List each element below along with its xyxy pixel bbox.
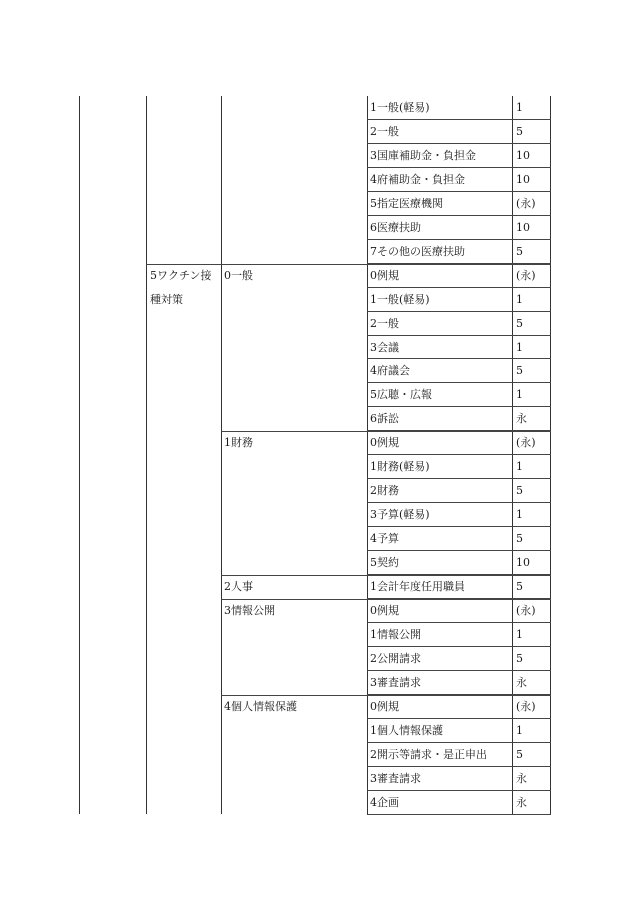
group-divider (221, 575, 551, 576)
row-rule (367, 191, 551, 192)
retention-period: 永 (516, 412, 527, 426)
row-rule (367, 766, 551, 767)
group-divider (221, 599, 551, 600)
item-name: 2財務 (370, 484, 399, 498)
row-rule (367, 454, 551, 455)
row-rule (367, 382, 551, 383)
retention-period: (永) (516, 268, 536, 282)
row-rule (367, 215, 551, 216)
row-rule (367, 406, 551, 407)
row-rule (367, 622, 551, 623)
item-name: 1一般(軽易) (370, 292, 430, 306)
item-name: 1個人情報保護 (370, 723, 443, 737)
item-name: 6医療扶助 (370, 220, 421, 234)
retention-period: 1 (516, 627, 523, 641)
item-name: 1会計年度任用職員 (370, 580, 465, 593)
row-rule (367, 119, 551, 120)
row-rule (367, 646, 551, 647)
retention-period: (永) (516, 436, 536, 450)
row-rule (367, 742, 551, 743)
item-name: 5契約 (370, 556, 399, 570)
row-rule (367, 358, 551, 359)
item-name: 1一般(軽易) (370, 101, 430, 114)
item-name: 6訴訟 (370, 412, 399, 426)
item-name: 3審査請求 (370, 675, 421, 689)
retention-period: 1 (516, 388, 523, 402)
retention-period: 10 (516, 556, 530, 570)
item-name: 1財務(軽易) (370, 460, 430, 474)
retention-period: 5 (516, 364, 523, 378)
item-name: 4府議会 (370, 364, 410, 378)
group-label: 1財務 (224, 436, 253, 450)
retention-period: 10 (516, 220, 530, 234)
column-rule (146, 96, 147, 814)
retention-period: 5 (516, 580, 523, 593)
item-name: 3予算(軽易) (370, 508, 430, 522)
group-divider (221, 695, 551, 696)
retention-period: 1 (516, 101, 523, 114)
retention-period: 永 (516, 795, 527, 809)
section-title: 種対策 (150, 292, 183, 306)
group-label: 0一般 (224, 268, 253, 282)
row-rule (367, 143, 551, 144)
group-label: 4個人情報保護 (224, 699, 297, 713)
row-rule (367, 478, 551, 479)
item-name: 4府補助金・負担金 (370, 172, 465, 186)
item-name: 3国庫補助金・負担金 (370, 148, 476, 162)
row-rule (367, 718, 551, 719)
row-rule (367, 814, 551, 815)
section-title: 5ワクチン接 (150, 268, 212, 282)
column-rule (221, 96, 222, 814)
item-name: 3審査請求 (370, 771, 421, 785)
column-rule (79, 96, 80, 814)
retention-period: 10 (516, 148, 530, 162)
row-rule (367, 550, 551, 551)
retention-period: 5 (516, 316, 523, 330)
retention-period: (永) (516, 196, 536, 210)
retention-period: (永) (516, 699, 536, 713)
row-rule (367, 311, 551, 312)
retention-period: 1 (516, 723, 523, 737)
retention-period: (永) (516, 603, 536, 617)
row-rule (367, 287, 551, 288)
retention-period: 1 (516, 460, 523, 474)
retention-period: 5 (516, 651, 523, 665)
item-name: 0例規 (370, 268, 399, 282)
item-name: 4予算 (370, 532, 399, 546)
item-name: 7その他の医療扶助 (370, 244, 465, 258)
row-rule (367, 790, 551, 791)
group-label: 2人事 (224, 580, 253, 593)
retention-period: 永 (516, 771, 527, 785)
retention-period: 5 (516, 747, 523, 761)
row-rule (367, 239, 551, 240)
retention-period: 5 (516, 124, 523, 138)
retention-period: 1 (516, 292, 523, 306)
item-name: 1情報公開 (370, 627, 421, 641)
row-rule (367, 335, 551, 336)
item-name: 2一般 (370, 124, 399, 138)
item-name: 2一般 (370, 316, 399, 330)
section-divider (146, 264, 551, 265)
retention-period: 永 (516, 675, 527, 689)
retention-period: 10 (516, 172, 530, 186)
item-name: 2公開請求 (370, 651, 421, 665)
row-rule (367, 502, 551, 503)
group-divider (221, 431, 551, 432)
item-name: 0例規 (370, 603, 399, 617)
item-name: 3会議 (370, 340, 399, 354)
retention-period: 1 (516, 508, 523, 522)
row-rule (367, 670, 551, 671)
group-label: 3情報公開 (224, 603, 275, 617)
item-name: 2開示等請求・是正申出 (370, 747, 487, 761)
row-rule (367, 167, 551, 168)
item-name: 5指定医療機関 (370, 196, 443, 210)
item-name: 0例規 (370, 699, 399, 713)
retention-period: 5 (516, 484, 523, 498)
retention-period: 5 (516, 532, 523, 546)
retention-period: 5 (516, 244, 523, 258)
item-name: 0例規 (370, 436, 399, 450)
row-rule (367, 526, 551, 527)
retention-period: 1 (516, 340, 523, 354)
item-name: 4企画 (370, 795, 399, 809)
item-name: 5広聴・広報 (370, 388, 432, 402)
